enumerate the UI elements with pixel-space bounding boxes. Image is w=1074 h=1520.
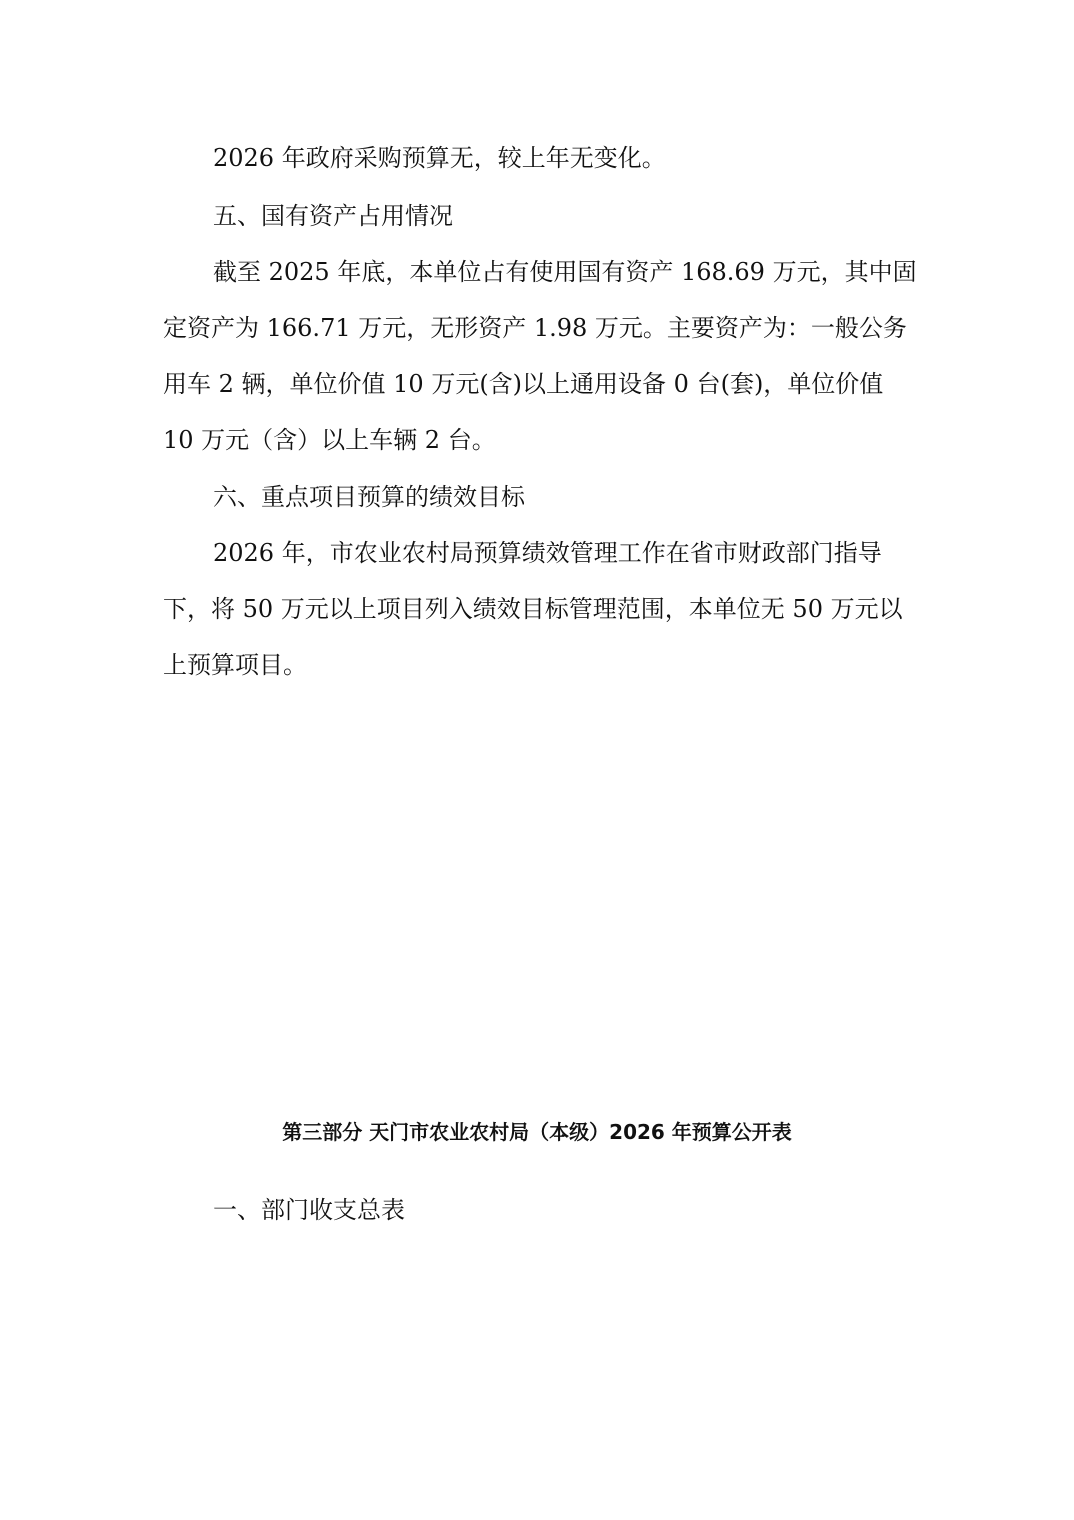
section-heading-income-expenditure-table: 一、部门收支总表: [213, 1196, 405, 1224]
performance-paragraph-line-1: 2026 年，市农业农村局预算绩效管理工作在省市财政部门指导: [213, 539, 882, 567]
performance-paragraph-line-2: 下，将 50 万元以上项目列入绩效目标管理范围，本单位无 50 万元以: [163, 595, 903, 623]
procurement-paragraph: 2026 年政府采购预算无，较上年无变化。: [213, 144, 666, 172]
assets-paragraph-line-1: 截至 2025 年底，本单位占有使用国有资产 168.69 万元，其中固: [213, 258, 917, 286]
part-three-title: 第三部分 天门市农业农村局（本级）2026 年预算公开表: [282, 1120, 792, 1144]
assets-paragraph-line-4: 10 万元（含）以上车辆 2 台。: [163, 426, 496, 454]
assets-paragraph-line-2: 定资产为 166.71 万元，无形资产 1.98 万元。主要资产为：一般公务: [163, 314, 907, 342]
assets-paragraph-line-3: 用车 2 辆，单位价值 10 万元(含)以上通用设备 0 台(套)，单位价值: [163, 370, 884, 398]
section-heading-performance: 六、重点项目预算的绩效目标: [213, 483, 525, 511]
performance-paragraph-line-3: 上预算项目。: [163, 651, 307, 679]
section-heading-assets: 五、国有资产占用情况: [213, 202, 453, 230]
